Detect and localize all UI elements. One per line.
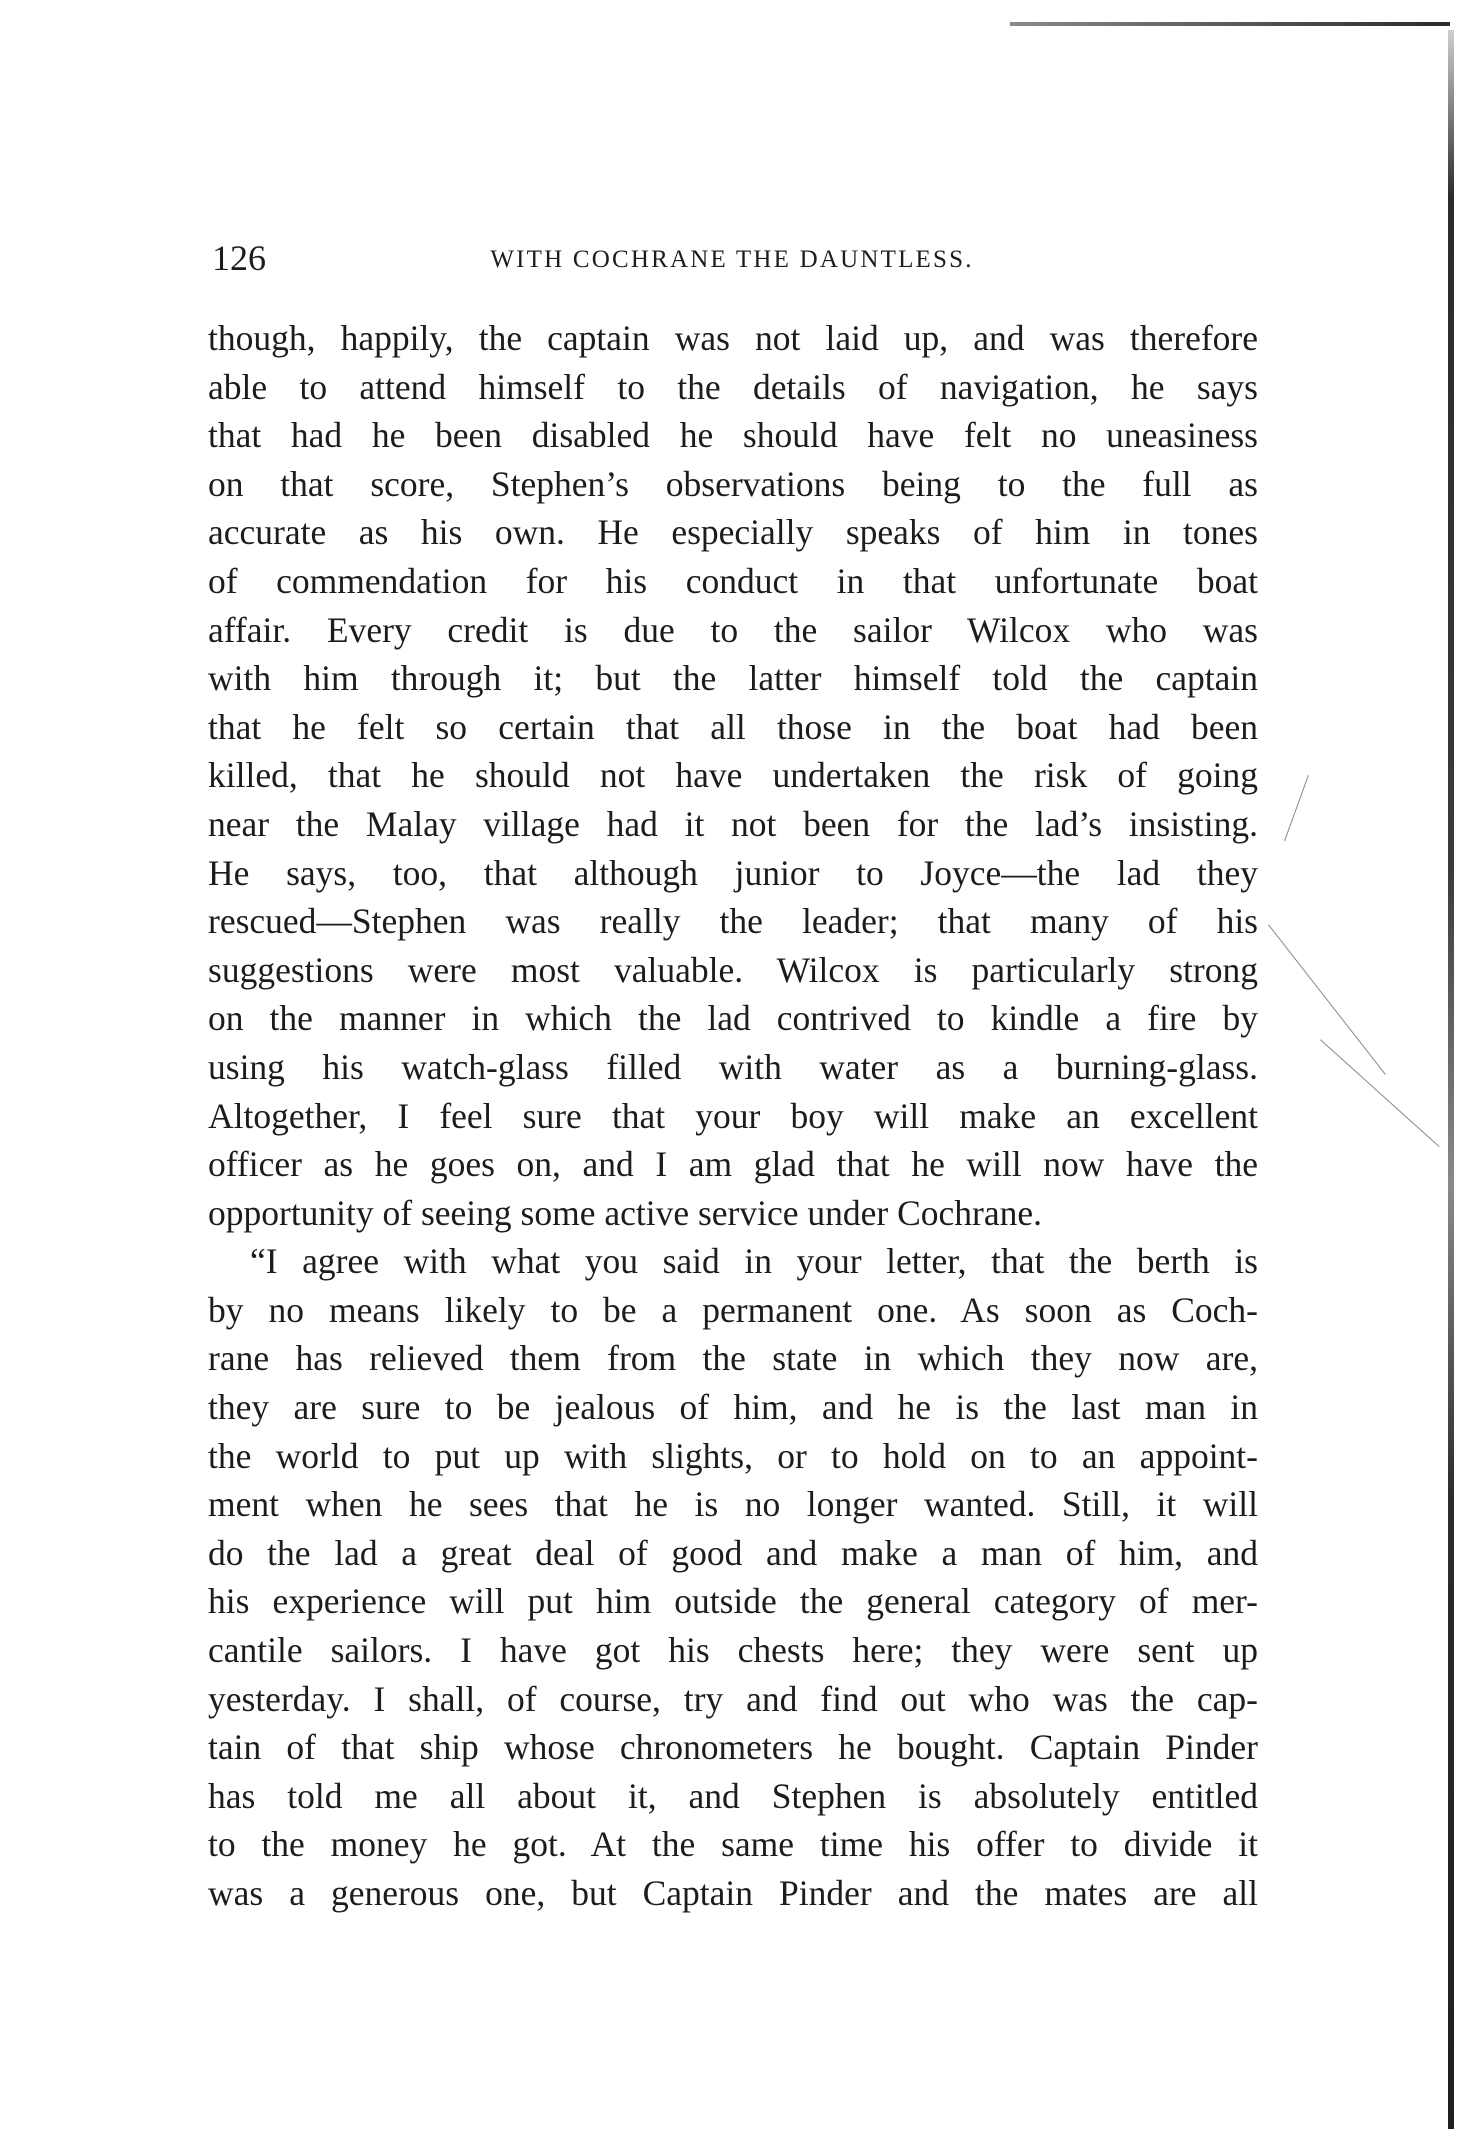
text-line: they are sure to be jealous of him, and he is the last man in	[208, 1387, 1258, 1428]
page-number: 126	[212, 238, 266, 278]
text-line: killed, that he should not have undertaken the risk of going	[208, 755, 1258, 796]
pencil-mark	[1284, 775, 1309, 841]
text-line: by no means likely to be a permanent one. As soon as Coch-	[208, 1289, 1258, 1330]
text-line: of commendation for his conduct in that unfortunate boat	[208, 560, 1258, 601]
text-line: ment when he sees that he is no longer wanted. Still, it will	[208, 1484, 1258, 1525]
text-line: accurate as his own. He especially speaks of him in tones	[208, 512, 1258, 553]
text-line: “I agree with what you said in your letter, that the berth is	[250, 1241, 1258, 1282]
text-line: near the Malay village had it not been for the lad’s insisting.	[208, 803, 1258, 844]
text-line: affair. Every credit is due to the sailor Wilcox who was	[208, 609, 1258, 650]
text-line: to the money he got. At the same time his offer to divide it	[208, 1824, 1258, 1865]
text-line: on that score, Stephen’s observations being to the full as	[208, 463, 1258, 504]
text-line: cantile sailors. I have got his chests here; they were sent up	[208, 1630, 1258, 1671]
text-line: rane has relieved them from the state in which they now are,	[208, 1338, 1258, 1379]
text-line: do the lad a great deal of good and make a man of him, and	[208, 1532, 1258, 1573]
binding-edge	[1448, 30, 1454, 2129]
text-line: has told me all about it, and Stephen is absolutely entitled	[208, 1775, 1258, 1816]
running-head: WITH COCHRANE THE DAUNTLESS.	[490, 246, 974, 273]
text-line: rescued—Stephen was really the leader; that many of his	[208, 901, 1258, 942]
text-line: his experience will put him outside the general category of mer-	[208, 1581, 1258, 1622]
text-line: opportunity of seeing some active service under Cochrane.	[208, 1192, 1042, 1233]
text-line: with him through it; but the latter himself told the captain	[208, 658, 1258, 699]
pencil-mark	[1320, 1039, 1440, 1147]
text-line: suggestions were most valuable. Wilcox is particularly strong	[208, 949, 1258, 990]
page-edge-rule	[1010, 22, 1450, 26]
text-line: that had he been disabled he should have felt no uneasiness	[208, 415, 1258, 456]
pencil-mark	[1268, 924, 1386, 1074]
text-line: officer as he goes on, and I am glad that he will now have the	[208, 1144, 1258, 1185]
body-text	[208, 314, 1258, 1918]
text-line: Altogether, I feel sure that your boy will make an excellent	[208, 1095, 1258, 1136]
text-line: He says, too, that although junior to Joyce—the lad they	[208, 852, 1258, 893]
text-line: the world to put up with slights, or to hold on to an appoint-	[208, 1435, 1258, 1476]
page-header	[212, 228, 1262, 288]
text-line: using his watch-glass filled with water as a burning-glass.	[208, 1046, 1258, 1087]
text-line: able to attend himself to the details of navigation, he says	[208, 366, 1258, 407]
text-line: was a generous one, but Captain Pinder and the mates are all	[208, 1873, 1258, 1913]
text-line: that he felt so certain that all those in the boat had been	[208, 706, 1258, 747]
text-line: on the manner in which the lad contrived to kindle a fire by	[208, 998, 1258, 1039]
text-line: yesterday. I shall, of course, try and find out who was the cap-	[208, 1678, 1258, 1719]
text-line: though, happily, the captain was not laid up, and was therefore	[208, 318, 1258, 358]
text-line: tain of that ship whose chronometers he bought. Captain Pinder	[208, 1727, 1258, 1768]
